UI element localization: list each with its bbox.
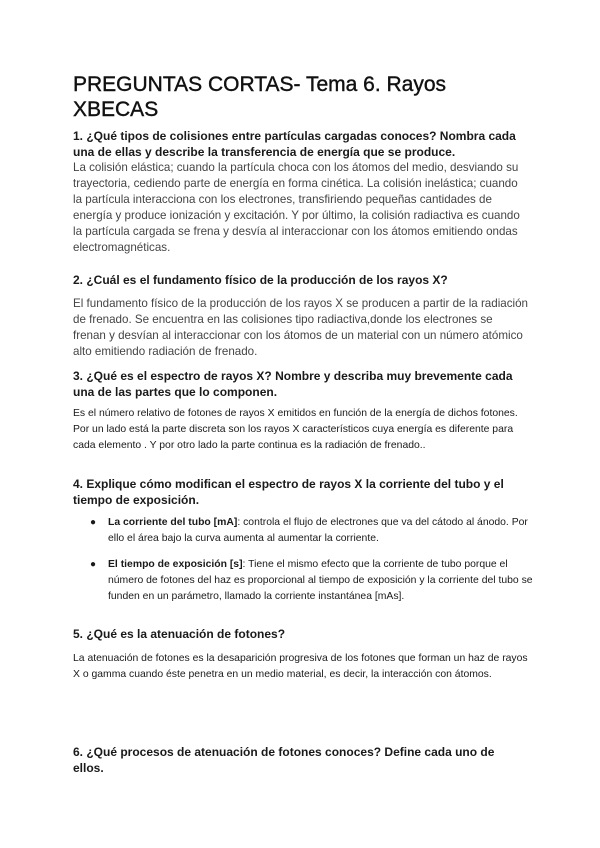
- question-1: 1. ¿Qué tipos de colisiones entre partículas cargadas conoces? Nombra cada una de ellas y describe la transferencia de energía que se produce.: [73, 129, 516, 159]
- bullet-term: El tiempo de exposición [s]: [108, 559, 243, 570]
- bullet-icon: ●: [90, 559, 97, 570]
- bullet-icon: ●: [90, 517, 97, 528]
- question-4: 4. Explique cómo modifican el espectro de rayos X la corriente del tubo y el tiempo de exposición.: [73, 477, 504, 507]
- exposure-factors-list: [73, 515, 533, 547]
- answer-2: El fundamento físico de la producción de los rayos X se producen a partir de la radiación de frenado. Se encuentra en las colisiones tipo radiactiva,donde los electrones se frenan y desvían al interaccionar con los átomos de un material con un número atómico alto emitiendo radiación de frenado.: [73, 297, 528, 358]
- question-6: 6. ¿Qué procesos de atenuación de fotones conoces? Define cada uno de ellos.: [73, 745, 495, 775]
- bullet-text: : Tiene el mismo efecto que la corriente de tubo porque el número de fotones del haz es proporcional al tiempo de exposición y la corriente del tubo se funden en un parámetro, llamado la corriente instantánea [mAs].: [108, 559, 533, 602]
- question-3: 3. ¿Qué es el espectro de rayos X? Nombre y describa muy brevemente cada una de las partes que lo componen.: [73, 369, 513, 399]
- question-2: 2. ¿Cuál es el fundamento físico de la producción de los rayos X?: [73, 273, 448, 287]
- answer-3: Es el número relativo de fotones de rayos X emitidos en función de la energía de dichos fotones. Por un lado está la parte discreta son los rayos X característicos cuya energía es diferente para cada elemento . Y por otro lado la parte continua es la radiación de frenado..: [73, 408, 518, 451]
- bullet-text: : controla el flujo de electrones que va del cátodo al ánodo. Por ello el área bajo la curva aumenta al aumentar la corriente.: [108, 517, 528, 544]
- answer-1: La colisión elástica; cuando la partícula choca con los átomos del medio, desviando su trayectoria, cediendo parte de energía en forma cinética. La colisión inelástica; cuando la partícula interacciona con los electrones, transfiriendo pequeñas cantidades de energía y produce ionización y excitación. Y por último, la colisión radiactiva es cuando la partícula cargada se frena y desvía al interaccionar con los átomos emitiendo ondas electromagnéticas.: [73, 161, 520, 254]
- exposure-factors-list-2: [73, 557, 533, 605]
- list-item: [73, 515, 533, 547]
- answer-5: La atenuación de fotones es la desaparición progresiva de los fotones que forman un haz de rayos X o gamma cuando éste penetra en un medio material, es decir, la interacción con átomos.: [73, 653, 528, 680]
- page-title: PREGUNTAS CORTAS- Tema 6. Rayos XBECAS: [73, 73, 447, 121]
- question-5: 5. ¿Qué es la atenuación de fotones?: [73, 627, 286, 641]
- list-item: [73, 557, 533, 605]
- bullet-term: La corriente del tubo [mA]: [108, 517, 238, 528]
